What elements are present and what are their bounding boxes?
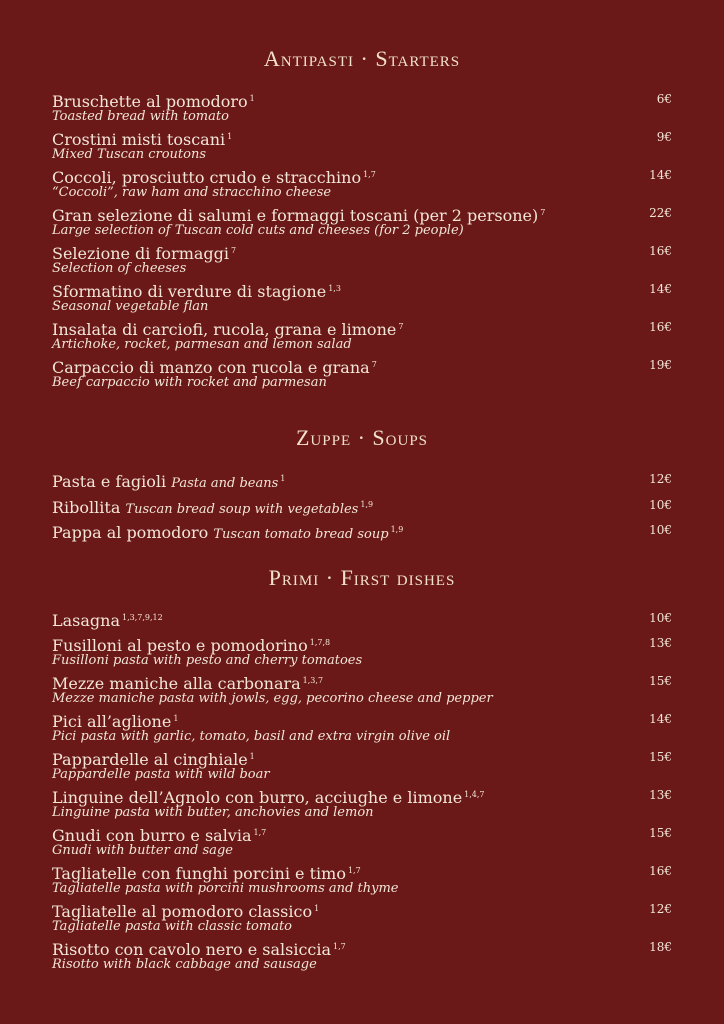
item-price: 15€ — [649, 826, 672, 840]
item-price: 13€ — [649, 636, 672, 650]
item-name: Pappa al pomodoro — [52, 523, 209, 542]
item-price: 10€ — [649, 523, 672, 537]
item-name: Pasta e fagioli — [52, 472, 167, 491]
item-description: “Coccoli”, raw ham and stracchino cheese — [52, 185, 332, 200]
item-name: Pici all’aglione — [52, 712, 172, 731]
item-description: Pasta and beans — [171, 476, 279, 491]
item-name: Insalata di carciofi, rucola, grana e limone — [52, 320, 397, 339]
allergen-codes: 1,3,7 — [302, 676, 324, 685]
menu-item — [52, 496, 672, 518]
item-name: Gnudi con burro e salvia — [52, 826, 252, 845]
item-price: 10€ — [649, 498, 672, 512]
menu-item — [52, 280, 672, 313]
menu-item — [52, 748, 672, 781]
item-description: Tagliatelle pasta with classic tomato — [52, 919, 293, 934]
item-name: Crostini misti toscani — [52, 130, 226, 149]
item-description: Seasonal vegetable flan — [52, 299, 209, 314]
item-name: Gran selezione di salumi e formaggi toscani (per 2 persone) — [52, 206, 539, 225]
item-price: 16€ — [649, 864, 672, 878]
item-description: Pici pasta with garlic, tomato, basil and extra virgin olive oil — [52, 729, 451, 744]
item-description: Mezze maniche pasta with jowls, egg, pecorino cheese and pepper — [52, 691, 493, 706]
allergen-codes: 1,3 — [328, 284, 341, 293]
item-description: Beef carpaccio with rocket and parmesan — [52, 375, 327, 390]
menu-item — [52, 204, 672, 237]
menu-item — [52, 128, 672, 161]
menu-item — [52, 242, 672, 275]
allergen-codes: 1 — [173, 714, 179, 723]
menu-item — [52, 900, 672, 933]
menu-item — [52, 824, 672, 857]
section-title-soups: Zuppe · Soups — [295, 425, 429, 450]
allergen-codes: 1,7 — [347, 866, 361, 875]
allergen-codes: 1,7,8 — [309, 638, 331, 647]
item-price: 12€ — [649, 902, 672, 916]
allergen-codes: 1,7 — [253, 828, 267, 837]
item-price: 10€ — [649, 611, 672, 625]
item-price: 14€ — [649, 282, 672, 296]
item-description: Artichoke, rocket, parmesan and lemon salad — [52, 337, 352, 352]
allergen-codes: 1,9 — [360, 500, 374, 509]
menu-item — [52, 862, 672, 895]
item-price: 6€ — [656, 92, 672, 106]
allergen-codes: 7 — [231, 246, 237, 255]
menu-item — [52, 938, 672, 971]
item-price: 9€ — [656, 130, 672, 144]
item-name: Coccoli, prosciutto crudo e stracchino — [52, 168, 362, 187]
menu-item — [52, 90, 672, 123]
allergen-codes: 1,3,7,9,12 — [122, 613, 163, 622]
item-name: Selezione di formaggi — [52, 244, 230, 263]
item-price: 19€ — [649, 358, 672, 372]
item-price: 16€ — [649, 320, 672, 334]
item-price: 15€ — [649, 674, 672, 688]
item-price: 18€ — [649, 940, 672, 954]
menu-item — [52, 634, 672, 667]
allergen-codes: 1 — [249, 94, 255, 103]
item-name: Lasagna — [52, 611, 120, 630]
item-name: Fusilloni al pesto e pomodorino — [52, 636, 308, 655]
item-price: 14€ — [649, 712, 672, 726]
item-name: Linguine dell’Agnolo con burro, acciughe e limone — [52, 788, 463, 807]
menu-item — [52, 356, 672, 389]
allergen-codes: 1,7 — [333, 942, 346, 951]
allergen-codes: 1,7 — [363, 170, 376, 179]
item-description: Tuscan bread soup with vegetables — [125, 502, 359, 517]
menu-item — [52, 710, 672, 743]
item-name: Ribollita — [52, 498, 121, 517]
item-description: Large selection of Tuscan cold cuts and cheeses (for 2 people) — [52, 223, 464, 238]
item-price: 15€ — [649, 750, 672, 764]
item-price: 14€ — [649, 168, 672, 182]
item-description: Gnudi with butter and sage — [52, 843, 233, 858]
item-description: Tagliatelle pasta with porcini mushrooms and thyme — [52, 881, 399, 896]
item-description: Linguine pasta with butter, anchovies and lemon — [52, 805, 374, 820]
item-name: Tagliatelle con funghi porcini e timo — [52, 864, 346, 883]
menu-item — [52, 166, 672, 199]
allergen-codes: 1 — [314, 904, 320, 913]
item-price: 16€ — [649, 244, 672, 258]
menu-item — [52, 318, 672, 351]
section-title-starters: Antipasti · Starters — [263, 46, 461, 71]
item-price: 22€ — [649, 206, 672, 220]
item-name: Bruschette al pomodoro — [52, 92, 248, 111]
item-price: 13€ — [649, 788, 672, 802]
allergen-codes: 1 — [249, 752, 255, 761]
item-name: Mezze maniche alla carbonara — [52, 674, 301, 693]
item-description: Pappardelle pasta with wild boar — [52, 767, 270, 782]
item-description: Tuscan tomato bread soup — [213, 527, 389, 542]
item-description: Toasted bread with tomato — [52, 109, 229, 124]
menu-item — [52, 672, 672, 705]
allergen-codes: 7 — [398, 322, 404, 331]
allergen-codes: 7 — [540, 208, 546, 217]
item-name: Sformatino di verdure di stagione — [52, 282, 327, 301]
menu-item — [52, 470, 672, 492]
item-description: Mixed Tuscan croutons — [52, 147, 206, 162]
section-title-first-dishes: Primi · First dishes — [268, 565, 456, 590]
allergen-codes: 7 — [371, 360, 377, 369]
menu-item — [52, 786, 672, 819]
menu-item — [52, 609, 672, 629]
allergen-codes: 1,4,7 — [464, 790, 485, 799]
allergen-codes: 1 — [227, 132, 233, 141]
item-name: Pappardelle al cinghiale — [52, 750, 248, 769]
allergen-codes: 1,9 — [390, 525, 404, 534]
menu-item — [52, 521, 672, 543]
item-name: Carpaccio di manzo con rucola e grana — [52, 358, 370, 377]
item-description: Fusilloni pasta with pesto and cherry tomatoes — [52, 653, 363, 668]
item-name: Risotto con cavolo nero e salsiccia — [52, 940, 332, 959]
item-description: Risotto with black cabbage and sausage — [52, 957, 317, 972]
item-description: Selection of cheeses — [52, 261, 187, 276]
item-name: Tagliatelle al pomodoro classico — [52, 902, 313, 921]
item-price: 12€ — [649, 472, 672, 486]
allergen-codes: 1 — [280, 474, 286, 483]
